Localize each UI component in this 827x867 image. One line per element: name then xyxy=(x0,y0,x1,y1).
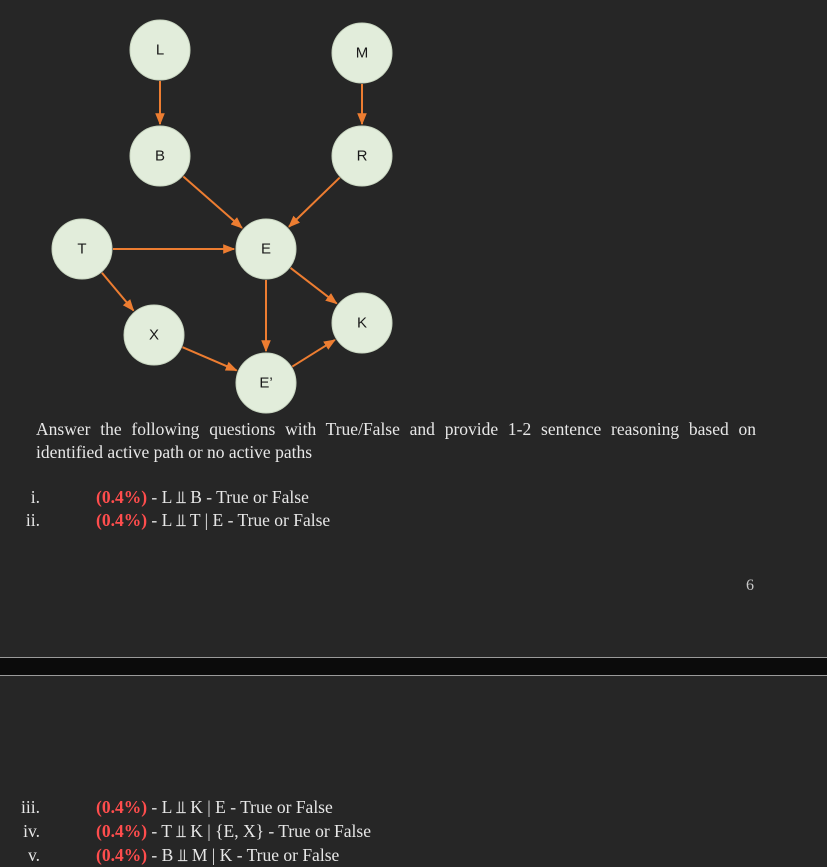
bayesian-network-diagram xyxy=(0,0,827,420)
node-label: K xyxy=(356,314,368,332)
question-text: - L ⫫ B - True or False xyxy=(147,487,309,507)
question-i xyxy=(0,485,800,509)
node-label: E’ xyxy=(259,374,273,392)
question-weight: (0.4%) xyxy=(96,510,148,530)
node-b xyxy=(130,126,190,186)
question-weight: (0.4%) xyxy=(96,797,148,817)
question-text: - L ⫫ K | E - True or False xyxy=(147,797,333,817)
node-label: T xyxy=(77,240,87,258)
node-label: M xyxy=(355,44,369,62)
question-weight: (0.4%) xyxy=(96,845,148,865)
question-number: iii. xyxy=(21,797,40,817)
edge-r-to-e xyxy=(289,178,340,227)
node-e2 xyxy=(236,353,296,413)
node-m xyxy=(332,23,392,83)
node-e xyxy=(236,219,296,279)
question-iii xyxy=(0,795,800,819)
node-t xyxy=(52,219,112,279)
node-label: X xyxy=(148,326,160,344)
question-weight: (0.4%) xyxy=(96,487,148,507)
node-label: L xyxy=(155,41,165,59)
node-label: B xyxy=(154,147,166,165)
edge-t-to-x xyxy=(102,273,134,311)
question-weight: (0.4%) xyxy=(96,821,148,841)
question-text: - T ⫫ K | {E, X} - True or False xyxy=(147,821,371,841)
edge-b-to-e xyxy=(183,176,242,227)
question-text: - L ⫫ T | E - True or False xyxy=(147,510,331,530)
node-l xyxy=(130,20,190,80)
edge-e2-to-k xyxy=(292,340,335,367)
edge-e-to-k xyxy=(291,268,337,304)
question-number: i. xyxy=(30,487,40,507)
question-number: v. xyxy=(28,845,40,865)
question-number: iv. xyxy=(23,821,40,841)
page-number: 6 xyxy=(746,577,754,594)
node-label: E xyxy=(260,240,272,258)
node-x xyxy=(124,305,184,365)
node-k xyxy=(332,293,392,353)
question-ii xyxy=(0,508,800,532)
question-iv xyxy=(0,819,800,843)
instructions-text: Answer the following questions with True/False and provide 1-2 sentence reasoning based on identified active path or no active paths xyxy=(36,419,756,462)
question-number: ii. xyxy=(25,510,40,530)
node-r xyxy=(332,126,392,186)
question-v xyxy=(0,843,800,867)
edge-x-to-e2 xyxy=(182,347,236,370)
page-break xyxy=(0,657,827,676)
node-label: R xyxy=(356,147,368,165)
question-text: - B ⫫ M | K - True or False xyxy=(147,845,340,865)
